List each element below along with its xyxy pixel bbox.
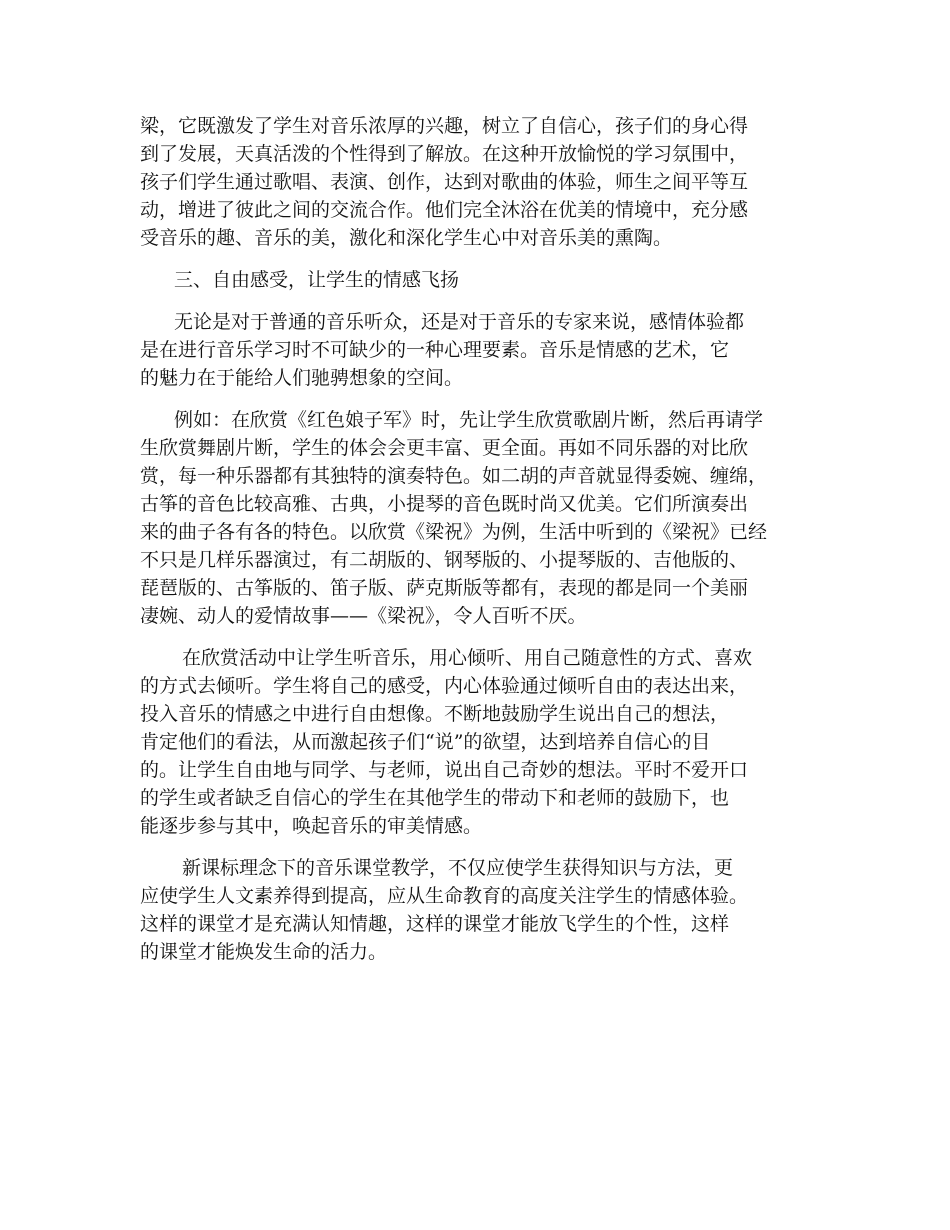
text-line: 生欣赏舞剧片断，学生的体会会更丰富、更全面。再如不同乐器的对比欣 [140, 437, 749, 459]
paragraph-5 [140, 854, 812, 966]
text-line: 孩子们学生通过歌唱、表演、创作，达到对歌曲的体验，师生之间平等互 [140, 171, 749, 193]
paragraph-4 [140, 644, 812, 840]
text-line: 不只是几样乐器演过，有二胡版的、钢琴版的、小提琴版的、吉他版的、 [140, 549, 749, 571]
text-line: 动，增进了彼此之间的交流合作。他们完全沐浴在优美的情境中，充分感 [140, 199, 749, 221]
text-line: 这样的课堂才是充满认知情趣，这样的课堂才能放飞学生的个性，这样 [140, 913, 730, 935]
text-line: 应使学生人文素养得到提高，应从生命教育的高度关注学生的情感体验。 [140, 885, 749, 907]
text-line: 在欣赏活动中让学生听音乐，用心倾听、用自己随意性的方式、喜欢 [182, 647, 753, 669]
text-line: 的学生或者缺乏自信心的学生在其他学生的带动下和老师的鼓励下，也 [140, 787, 730, 809]
paragraph-2 [140, 308, 812, 392]
text-line: 的魅力在于能给人们驰骋想象的空间。 [140, 367, 464, 389]
text-line: 的方式去倾听。学生将自己的感受，内心体验通过倾听自由的表达出来， [140, 675, 749, 697]
text-line: 能逐步参与其中，唤起音乐的审美情感。 [140, 815, 483, 837]
text-line: 投入音乐的情感之中进行自由想像。不断地鼓励学生说出自己的想法， [140, 703, 730, 725]
text-line: 来的曲子各有各的特色。以欣赏《梁祝》为例，生活中听到的《梁祝》已经 [140, 521, 768, 543]
text-line: 例如：在欣赏《红色娘子军》时，先让学生欣赏歌剧片断，然后再请学 [174, 409, 764, 431]
section-heading [140, 266, 812, 294]
text-line: 古筝的音色比较高雅、古典，小提琴的音色既时尚又优美。它们所演奏出 [140, 493, 749, 515]
text-line: 无论是对于普通的音乐听众，还是对于音乐的专家来说，感情体验都 [174, 311, 745, 333]
text-line: 是在进行音乐学习时不可缺少的一种心理要素。音乐是情感的艺术，它 [140, 339, 730, 361]
text-line: 肯定他们的看法，从而激起孩子们“说”的欲望，达到培养自信心的目 [140, 731, 711, 753]
text-line: 琵琶版的、古筝版的、笛子版、萨克斯版等都有，表现的都是同一个美丽 [140, 577, 749, 599]
text-line: 赏，每一种乐器都有其独特的演奏特色。如二胡的声音就显得委婉、缠绵， [140, 465, 768, 487]
section-heading-text: 三、自由感受，让学生的情感飞扬 [174, 269, 460, 291]
text-line: 凄婉、动人的爱情故事——《梁祝》，令人百听不厌。 [140, 605, 587, 627]
paragraph-3 [140, 406, 812, 630]
document-body [140, 112, 812, 980]
text-line: 的。让学生自由地与同学、与老师，说出自己奇妙的想法。平时不爱开口 [140, 759, 749, 781]
text-line: 到了发展，天真活泼的个性得到了解放。在这种开放愉悦的学习氛围中， [140, 143, 749, 165]
text-line: 新课标理念下的音乐课堂教学，不仅应使学生获得知识与方法，更 [182, 857, 734, 879]
text-line: 梁，它既激发了学生对音乐浓厚的兴趣，树立了自信心，孩子们的身心得 [140, 115, 749, 137]
text-line: 受音乐的趣、音乐的美，激化和深化学生心中对音乐美的熏陶。 [140, 227, 673, 249]
paragraph-1 [140, 112, 812, 252]
text-line: 的课堂才能焕发生命的活力。 [140, 941, 388, 963]
